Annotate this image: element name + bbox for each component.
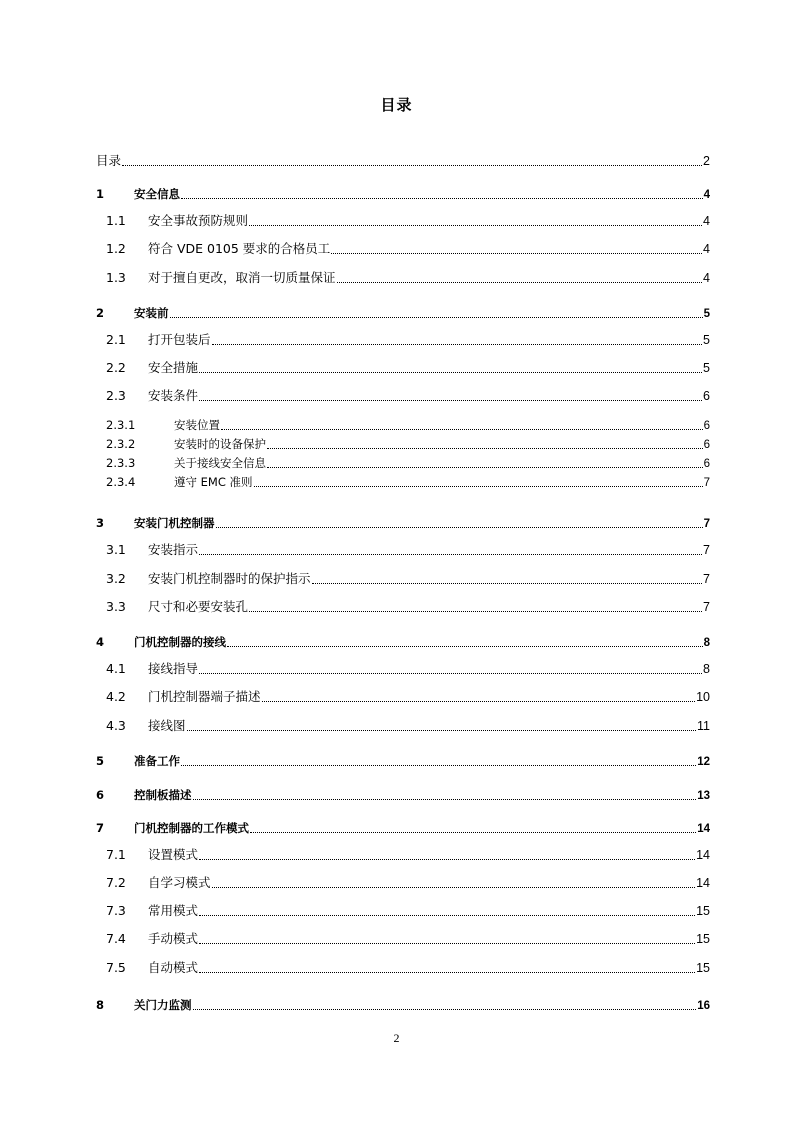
toc-entry[interactable] [96,598,710,616]
toc-entry[interactable] [96,874,710,892]
toc-dot-leader [262,700,696,702]
toc-entry[interactable] [96,359,710,377]
toc-entry[interactable] [96,819,710,837]
toc-entry-number: 7.4 [106,931,126,946]
toc-entry[interactable] [96,473,710,491]
toc-entry[interactable] [96,570,710,588]
toc-entry-title: 接线指导 [148,661,199,676]
toc-entry-page: 8 [703,662,710,676]
toc-entry-page: 14 [696,876,710,890]
toc-entry[interactable] [96,185,710,203]
toc-entry-title: 对于擅自更改，取消一切质量保证 [148,270,336,285]
toc-entry-page: 15 [696,932,710,946]
toc-entry-number: 2.1 [106,332,126,347]
toc-entry-page: 12 [697,756,710,768]
toc-dot-leader [312,582,703,584]
toc-entry-number: 2.3 [106,388,126,403]
toc-dot-leader [199,914,695,916]
toc-entry-page: 14 [697,823,710,835]
toc-entry-title: 尺寸和必要安装孔 [148,599,249,614]
toc-entry[interactable] [96,212,710,230]
toc-entry-title: 打开包装后 [148,332,211,347]
toc-entry[interactable] [96,996,710,1014]
toc-entry-page: 4 [703,214,710,228]
page-title: 目录 [380,96,413,114]
toc-entry-number: 4 [96,635,105,649]
toc-entry-title: 关门力监测 [134,998,192,1012]
toc-entry-page: 7 [703,518,710,530]
toc-entry-title: 安装门机控制器时的保护指示 [148,571,311,586]
page-number: 2 [393,1031,400,1045]
toc-dot-leader [216,526,703,528]
toc-entry-number: 4.3 [106,718,126,733]
toc-entry[interactable] [96,717,710,735]
toc-entry-title: 安装前 [134,306,169,320]
toc-entry[interactable] [96,514,710,532]
toc-entry-number: 7.3 [106,903,126,918]
toc-dot-leader [199,553,702,555]
toc-entry[interactable] [96,152,710,170]
toc-entry-page: 8 [703,637,710,649]
toc-entry-page: 15 [696,904,710,918]
toc-entry[interactable] [96,633,710,651]
toc-entry-number: 4.1 [106,661,126,676]
toc-dot-leader [249,610,702,612]
toc-entry-title: 门机控制器的接线 [134,635,226,649]
toc-entry[interactable] [96,930,710,948]
toc-entry-title: 安全事故预防规则 [148,213,249,228]
toc-entry-number: 7.1 [106,847,126,862]
toc-entry-page: 10 [696,690,710,704]
toc-entry-page: 2 [703,154,710,168]
toc-entry-title: 自动模式 [148,960,199,975]
toc-entry-page: 7 [703,543,710,557]
toc-dot-leader [337,281,703,283]
toc-entry-number: 7 [96,821,105,835]
toc-entry-page: 6 [703,420,710,432]
toc-entry[interactable] [96,435,710,453]
toc-entry[interactable] [96,387,710,405]
toc-entry-title: 安装条件 [148,388,199,403]
toc-dot-leader [170,316,703,318]
toc-entry-number: 3 [96,516,105,530]
toc-dot-leader [122,164,702,166]
toc-entry-number: 1.3 [106,270,126,285]
toc-entry-page: 7 [703,572,710,586]
toc-entry[interactable] [96,902,710,920]
toc-entry-number: 7.5 [106,960,126,975]
toc-dot-leader [181,197,703,199]
toc-dot-leader [199,371,702,373]
toc-entry-page: 13 [697,790,710,802]
toc-entry[interactable] [96,688,710,706]
toc-dot-leader [199,942,695,944]
toc-dot-leader [331,252,702,254]
toc-entry-title: 安全信息 [134,187,180,201]
toc-entry-page: 7 [703,477,710,489]
toc-entry-number: 5 [96,754,105,768]
toc-entry[interactable] [96,660,710,678]
toc-entry-number: 2.2 [106,360,126,375]
toc-dot-leader [267,466,703,468]
toc-entry-title: 符合 VDE 0105 要求的合格员工 [148,241,331,256]
toc-entry-number: 6 [96,788,105,802]
toc-entry-page: 16 [697,1000,710,1012]
toc-dot-leader [254,485,703,487]
toc-entry-title: 门机控制器的工作模式 [134,821,249,835]
toc-entry[interactable] [96,786,710,804]
toc-entry-title: 遵守 EMC 准则 [174,475,253,489]
toc-entry-number: 1.2 [106,241,126,256]
toc-entry[interactable] [96,541,710,559]
toc-entry-title: 控制板描述 [134,788,192,802]
toc-entry-number: 2.3.2 [106,437,136,451]
toc-entry[interactable] [96,304,710,322]
toc-entry[interactable] [96,959,710,977]
toc-entry-page: 5 [703,361,710,375]
toc-entry-title: 常用模式 [148,903,199,918]
toc-dot-leader [187,729,697,731]
toc-dot-leader [221,428,703,430]
toc-dot-leader [250,831,696,833]
toc-entry-title: 安装位置 [174,418,220,432]
toc-entry-page: 4 [703,189,710,201]
toc-dot-leader [199,971,695,973]
toc-entry-number: 2 [96,306,105,320]
toc-entry-title: 设置模式 [148,847,199,862]
toc-entry[interactable] [96,752,710,770]
toc-entry-title: 目录 [96,153,122,168]
toc-entry-title: 自学习模式 [148,875,211,890]
toc-dot-leader [212,886,696,888]
toc-entry-title: 安装时的设备保护 [174,437,266,451]
toc-entry-page: 7 [703,600,710,614]
toc-entry-page: 5 [703,308,710,320]
toc-entry-page: 4 [703,242,710,256]
toc-entry-number: 1 [96,187,105,201]
toc-entry-page: 6 [703,389,710,403]
toc-dot-leader [267,447,703,449]
toc-dot-leader [199,858,695,860]
toc-entry[interactable] [96,331,710,349]
toc-entry-title: 安全措施 [148,360,199,375]
toc-entry-number: 8 [96,998,105,1012]
toc-entry-page: 15 [696,961,710,975]
toc-entry[interactable] [96,269,710,287]
toc-entry-number: 3.2 [106,571,126,586]
toc-entry-title: 接线图 [148,718,186,733]
toc-entry-title: 门机控制器端子描述 [148,689,261,704]
toc-dot-leader [193,798,697,800]
toc-dot-leader [199,672,702,674]
toc-entry-number: 1.1 [106,213,126,228]
toc-entry-page: 6 [703,439,710,451]
toc-entry[interactable] [96,454,710,472]
toc-entry-number: 7.2 [106,875,126,890]
toc-entry-title: 手动模式 [148,931,199,946]
toc-entry-number: 3.3 [106,599,126,614]
toc-entry-page: 11 [697,719,710,733]
toc-entry[interactable] [96,846,710,864]
toc-entry-title: 安装指示 [148,542,199,557]
toc-entry-page: 4 [703,271,710,285]
toc-entry-number: 2.3.3 [106,456,136,470]
toc-dot-leader [181,764,696,766]
toc-entry-title: 关于接线安全信息 [174,456,266,470]
toc-entry-number: 2.3.1 [106,418,136,432]
toc-dot-leader [212,343,703,345]
toc-dot-leader [227,645,703,647]
toc-entry-title: 准备工作 [134,754,180,768]
toc-entry-number: 4.2 [106,689,126,704]
toc-entry-title: 安装门机控制器 [134,516,215,530]
toc-entry[interactable] [96,240,710,258]
toc-entry-number: 3.1 [106,542,126,557]
toc-entry[interactable] [96,416,710,434]
toc-dot-leader [199,399,702,401]
toc-entry-page: 5 [703,333,710,347]
toc-entry-page: 6 [703,458,710,470]
toc-dot-leader [193,1008,697,1010]
toc-entry-number: 2.3.4 [106,475,136,489]
toc-dot-leader [249,224,702,226]
toc-entry-page: 14 [696,848,710,862]
